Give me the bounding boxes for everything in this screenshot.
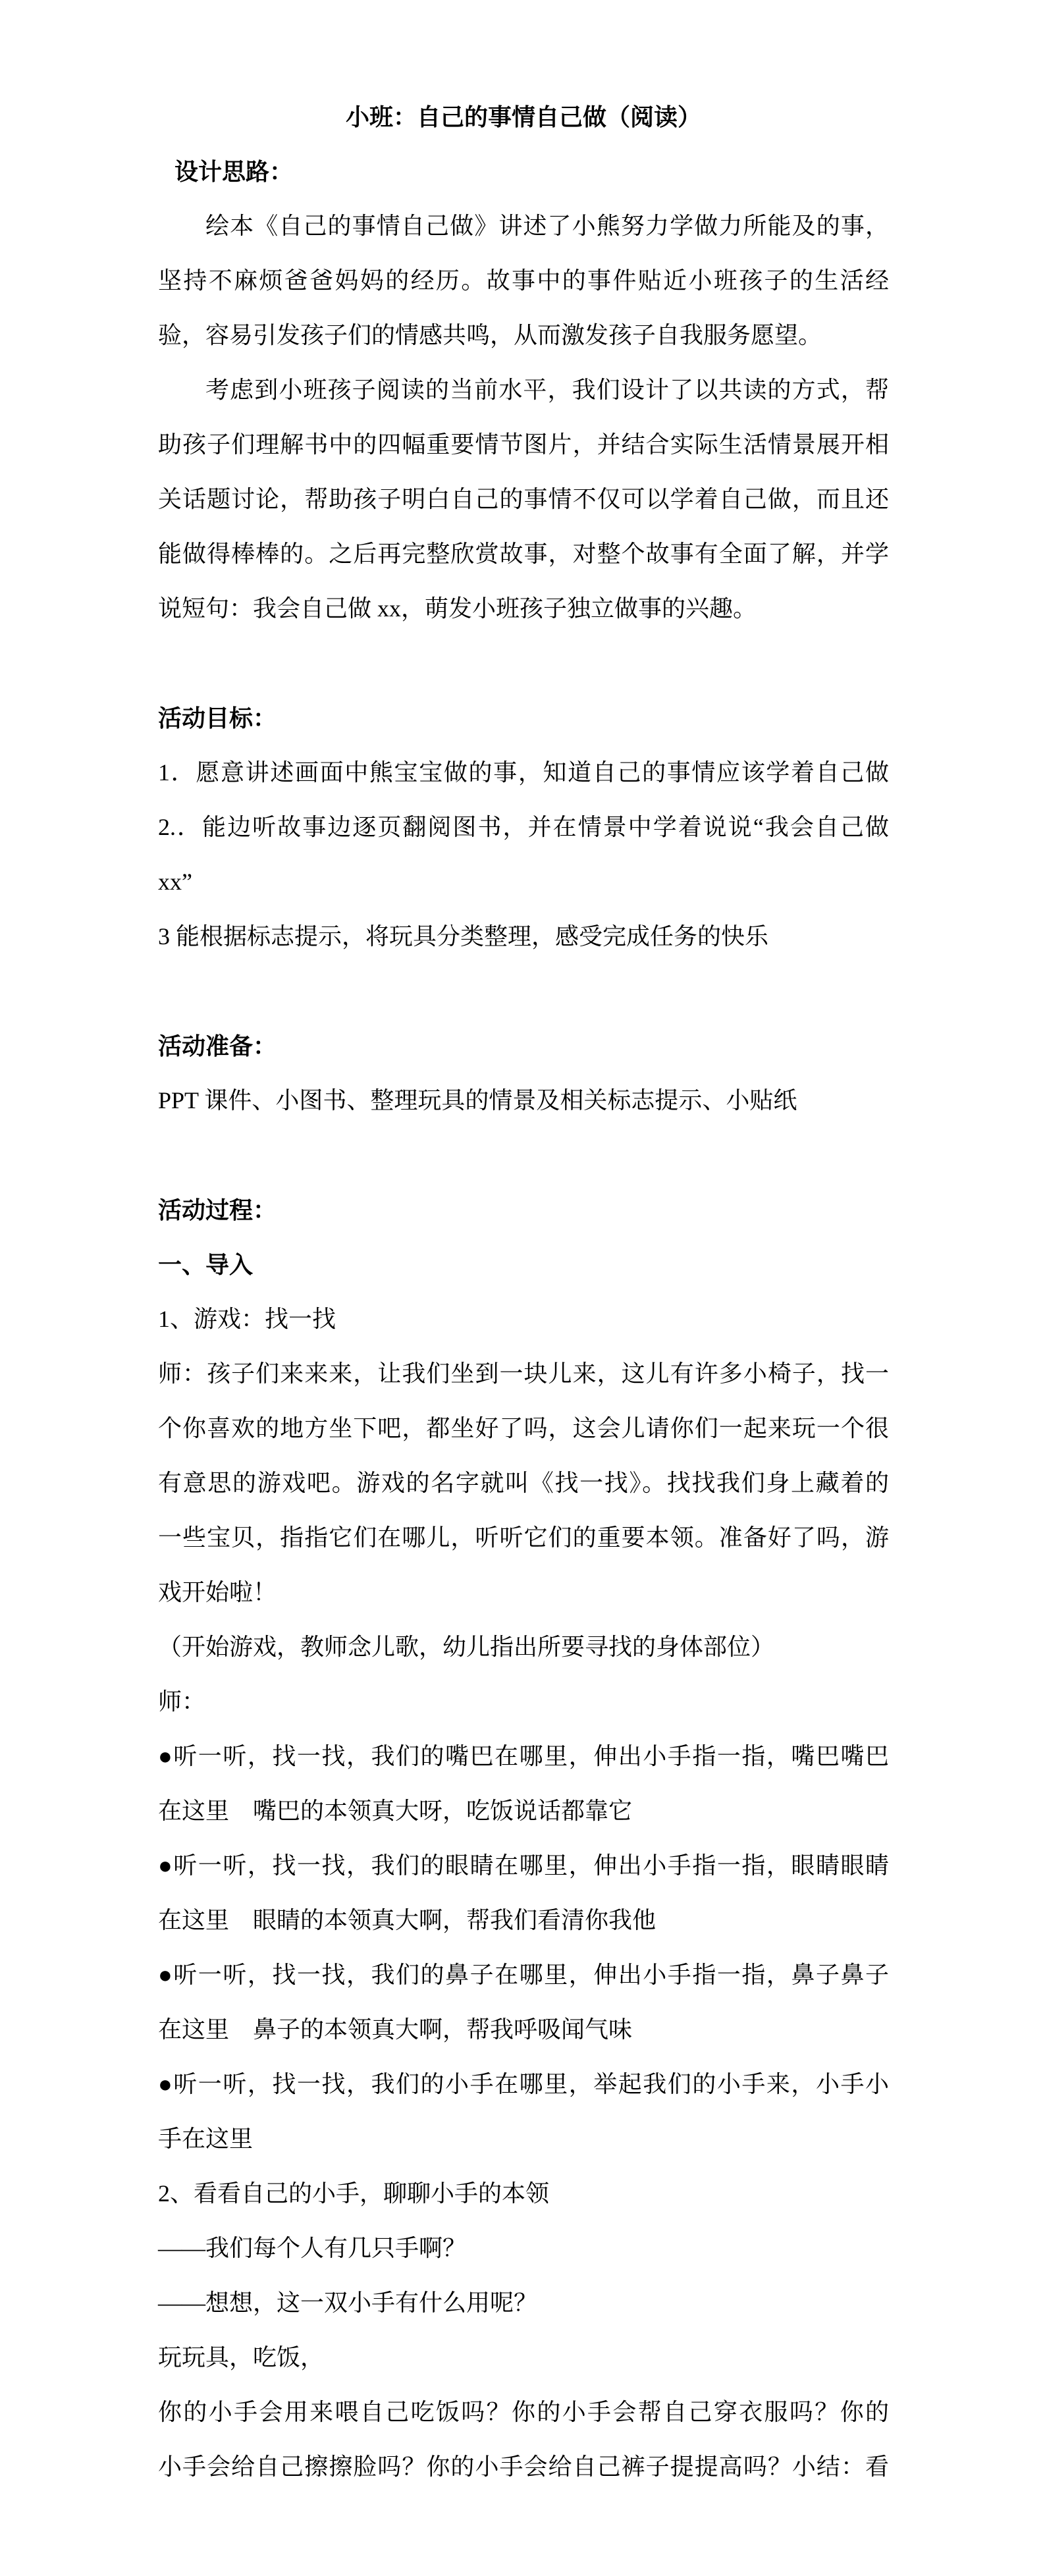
doc-line: 1、游戏：找一找 — [158, 1306, 336, 1332]
blank-line — [158, 964, 889, 1019]
doc-line: 关话题讨论，帮助孩子明白自己的事情不仅可以学着自己做，而且还 — [158, 486, 889, 512]
doc-line: 能做得棒棒的。之后再完整欣赏故事，对整个故事有全面了解，并学 — [158, 541, 889, 567]
doc-line: 在这里 嘴巴的本领真大呀，吃饭说话都靠它 — [158, 1798, 633, 1824]
doc-line: 验，容易引发孩子们的情感共鸣，从而激发孩子自我服务愿望。 — [158, 322, 822, 348]
doc-line: 2、看看自己的小手，聊聊小手的本领 — [158, 2180, 550, 2207]
doc-heading: 活动过程： — [158, 1196, 277, 1223]
doc-line: 3 能根据标志提示，将玩具分类整理，感受完成任务的快乐 — [158, 923, 769, 950]
doc-heading: 活动准备： — [158, 1033, 277, 1060]
doc-line: 考虑到小班孩子阅读的当前水平，我们设计了以共读的方式，帮 — [205, 377, 889, 403]
doc-line: 师： — [158, 1688, 206, 1715]
doc-line: 助孩子们理解书中的四幅重要情节图片，并结合实际生活情景展开相 — [158, 431, 889, 458]
doc-line: ●听一听，找一找，我们的眼睛在哪里，伸出小手指一指，眼睛眼睛 — [158, 1852, 889, 1879]
doc-line: 玩玩具，吃饭， — [158, 2344, 325, 2371]
doc-line: 说短句：我会自己做 xx，萌发小班孩子独立做事的兴趣。 — [158, 595, 757, 622]
doc-line: 在这里 鼻子的本领真大啊，帮我呼吸闻气味 — [158, 2016, 633, 2043]
doc-line: 个你喜欢的地方坐下吧，都坐好了吗，这会儿请你们一起来玩一个很 — [158, 1415, 889, 1441]
doc-line: PPT 课件、小图书、整理玩具的情景及相关标志提示、小贴纸 — [158, 1087, 797, 1114]
doc-line: （开始游戏，教师念儿歌，幼儿指出所要寻找的身体部位） — [158, 1634, 775, 1660]
doc-title: 小班：自己的事情自己做（阅读） — [345, 103, 701, 130]
doc-heading: 设计思路： — [174, 158, 294, 185]
doc-line: 有意思的游戏吧。游戏的名字就叫《找一找》。找找我们身上藏着的 — [158, 1470, 889, 1496]
doc-line: ●听一听，找一找，我们的小手在哪里，举起我们的小手来，小手小 — [158, 2071, 889, 2097]
doc-heading: 活动目标： — [158, 705, 277, 732]
doc-line: 戏开始啦！ — [158, 1579, 277, 1605]
doc-line: ●听一听，找一找，我们的鼻子在哪里，伸出小手指一指，鼻子鼻子 — [158, 1962, 889, 1988]
doc-line: 1．愿意讲述画面中熊宝宝做的事，知道自己的事情应该学着自己做 — [158, 759, 889, 786]
doc-line: 2.．能边听故事边逐页翻阅图书，并在情景中学着说说“我会自己做 — [158, 814, 889, 840]
doc-line: 绘本《自己的事情自己做》讲述了小熊努力学做力所能及的事， — [205, 213, 889, 239]
doc-line: xx” — [158, 869, 192, 895]
doc-line: ——想想，这一双小手有什么用呢？ — [158, 2290, 538, 2316]
doc-line: 你的小手会用来喂自己吃饭吗？你的小手会帮自己穿衣服吗？你的 — [158, 2399, 889, 2425]
doc-line: 坚持不麻烦爸爸妈妈的经历。故事中的事件贴近小班孩子的生活经 — [158, 267, 889, 294]
doc-line: ——我们每个人有几只手啊？ — [158, 2235, 467, 2261]
doc-heading: 一、导入 — [158, 1251, 254, 1278]
blank-line — [158, 1128, 889, 1183]
doc-line: ●听一听，找一找，我们的嘴巴在哪里，伸出小手指一指，嘴巴嘴巴 — [158, 1743, 889, 1769]
doc-line: 师：孩子们来来来，让我们坐到一块儿来，这儿有许多小椅子，找一 — [158, 1360, 889, 1387]
doc-line: 一些宝贝，指指它们在哪儿，听听它们的重要本领。准备好了吗，游 — [158, 1524, 889, 1551]
doc-line: 小手会给自己擦擦脸吗？你的小手会给自己裤子提提高吗？小结：看 — [158, 2454, 889, 2480]
doc-line: 在这里 眼睛的本领真大啊，帮我们看清你我他 — [158, 1907, 656, 1933]
blank-line — [158, 636, 889, 691]
doc-line: 手在这里 — [158, 2126, 254, 2152]
